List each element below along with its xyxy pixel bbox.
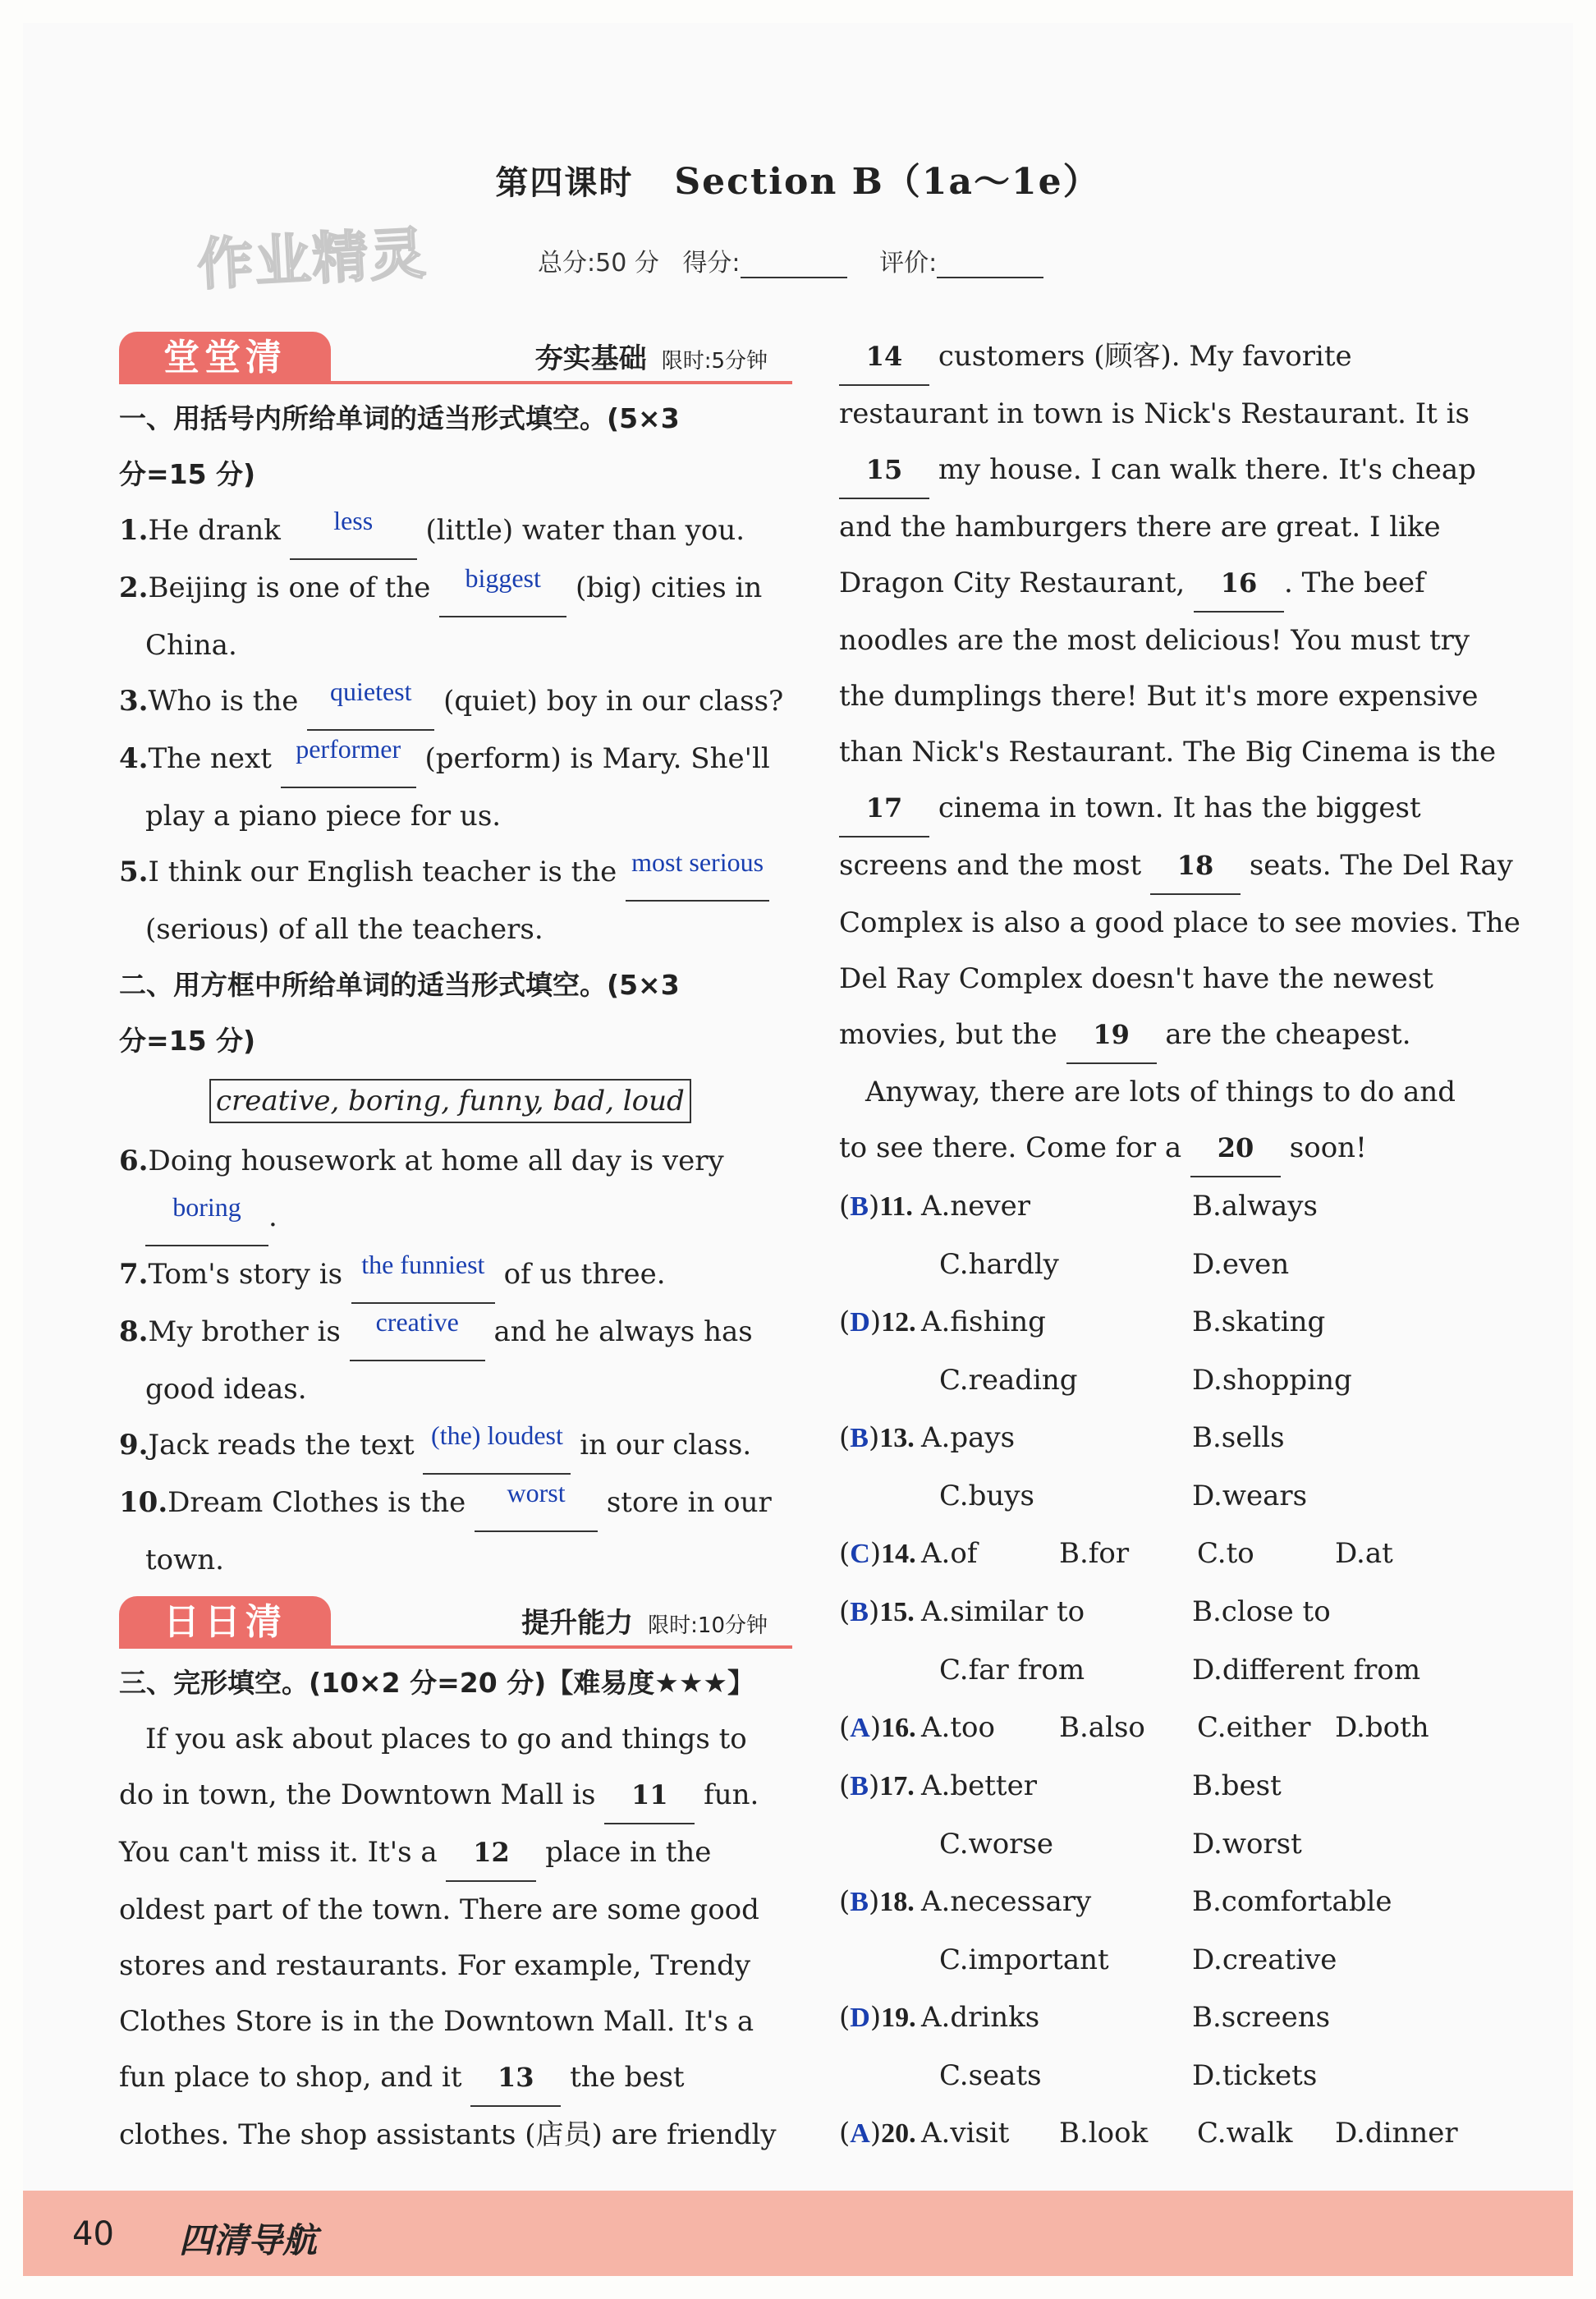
- question-5-cont: (serious) of all the teachers.: [145, 913, 543, 946]
- question-5: 5.I think our English teacher is the most serious: [119, 844, 792, 902]
- blank-15[interactable]: 15: [839, 442, 929, 499]
- word-box: creative, boring, funny, bad, loud: [209, 1079, 691, 1123]
- question-1: 1.He drank less (little) water than you.: [119, 502, 792, 560]
- question-3: 3.Who is the quietest (quiet) boy in our class?: [119, 673, 792, 731]
- section-name-1: 夯实基础 限时:5分钟: [534, 342, 768, 375]
- choice-11: (B)11. A.never B.always: [839, 1190, 1318, 1223]
- blank-16[interactable]: 16: [1194, 555, 1284, 613]
- page-number: 40: [72, 2215, 114, 2253]
- section-tag-3: 日日清: [119, 1596, 331, 1649]
- watermark: 作业精灵: [195, 221, 429, 299]
- passage-r-4: and the hamburgers there are great. I like: [839, 511, 1441, 544]
- section-title: Section B（1a～1e）: [674, 161, 1101, 203]
- passage-line-6: Clothes Store is in the Downtown Mall. It's a: [119, 2005, 754, 2038]
- choice-18-cd: C.important D.creative: [939, 1943, 1337, 1976]
- choice-11-cd: C.hardly D.even: [939, 1248, 1290, 1281]
- choice-19-cd: C.seats D.tickets: [939, 2059, 1318, 2092]
- question-10-cont: town.: [145, 1544, 224, 1576]
- blank-18[interactable]: 18: [1150, 837, 1241, 895]
- answer-8[interactable]: creative: [350, 1304, 485, 1361]
- left-column: [119, 328, 792, 2163]
- passage-line-4: oldest part of the town. There are some good: [119, 1893, 759, 1926]
- section-name-3: 提升能力 限时:10分钟: [521, 1607, 768, 1640]
- answer-1[interactable]: less: [290, 502, 417, 560]
- blank-12[interactable]: 12: [446, 1824, 536, 1882]
- question-9: 9.Jack reads the text (the) loudest in our class.: [119, 1417, 792, 1475]
- answer-2[interactable]: biggest: [439, 560, 566, 617]
- choice-12: (D)12. A.fishing B.skating: [839, 1306, 1326, 1338]
- passage-r-12: Del Ray Complex doesn't have the newest: [839, 962, 1433, 995]
- choice-19: (D)19. A.drinks B.screens: [839, 2001, 1331, 2034]
- total-score: 总分:50 分: [538, 249, 659, 278]
- passage-line-3: You can't miss it. It's a 12 place in the: [119, 1824, 792, 1882]
- passage-line-1: If you ask about places to go and things to: [145, 1723, 747, 1755]
- heading-1a: 一、用括号内所给单词的适当形式填空。(5×3: [119, 402, 680, 434]
- score-label: 得分:: [682, 249, 741, 278]
- heading-2b: 分=15 分): [119, 1025, 256, 1057]
- question-7: 7.Tom's story is the funniest of us three.: [119, 1246, 792, 1304]
- answer-3[interactable]: quietest: [307, 673, 434, 731]
- passage-r-5: Dragon City Restaurant, 16 . The beef: [839, 555, 1512, 613]
- blank-19[interactable]: 19: [1066, 1007, 1157, 1064]
- question-8: 8.My brother is creative and he always has: [119, 1304, 792, 1361]
- score-line: [538, 242, 1068, 278]
- choice-14: (C)14. A.of B.for C.to D.at: [839, 1537, 1393, 1570]
- choice-13-cd: C.buys D.wears: [939, 1480, 1308, 1512]
- answer-5[interactable]: most serious: [626, 844, 769, 902]
- answer-10[interactable]: worst: [475, 1475, 598, 1532]
- eval-label: 评价:: [879, 249, 938, 278]
- brand-logo: 四清导航: [179, 2220, 318, 2260]
- passage-r-11: Complex is also a good place to see movies. The: [839, 906, 1520, 939]
- answer-6[interactable]: boring: [145, 1189, 268, 1246]
- heading-2a: 二、用方框中所给单词的适当形式填空。(5×3: [119, 969, 680, 1001]
- passage-r-6: noodles are the most delicious! You must try: [839, 624, 1470, 657]
- blank-17[interactable]: 17: [839, 780, 929, 837]
- blank-13[interactable]: 13: [470, 2049, 561, 2107]
- choice-12-cd: C.reading D.shopping: [939, 1364, 1352, 1397]
- answer-7[interactable]: the funniest: [351, 1246, 495, 1304]
- question-4: 4.The next performer (perform) is Mary. She'll: [119, 731, 792, 788]
- question-2: 2.Beijing is one of the biggest (big) cities in: [119, 560, 792, 617]
- choice-17-cd: C.worse D.worst: [939, 1828, 1302, 1861]
- passage-r-8: than Nick's Restaurant. The Big Cinema is the: [839, 736, 1497, 769]
- section-tag-1: 堂堂清: [119, 332, 331, 384]
- footer-bar: [23, 2191, 1573, 2276]
- choice-15-cd: C.far from D.different from: [939, 1654, 1421, 1686]
- passage-line-7: fun place to shop, and it 13 the best: [119, 2049, 792, 2107]
- passage-r-9: 17 cinema in town. It has the biggest: [839, 780, 1512, 837]
- choice-20: (A)20. A.visit B.look C.walk D.dinner: [839, 2117, 1458, 2150]
- lesson-label: 第四课时: [495, 164, 634, 202]
- answer-9[interactable]: (the) loudest: [423, 1417, 571, 1475]
- passage-r-7: the dumplings there! But it's more expensive: [839, 680, 1479, 713]
- page-title: [0, 152, 1596, 204]
- choice-13: (B)13. A.pays B.sells: [839, 1421, 1285, 1454]
- passage-r-15: to see there. Come for a 20 soon!: [839, 1120, 1512, 1177]
- blank-11[interactable]: 11: [604, 1767, 695, 1824]
- passage-r-1: 14 customers (顾客). My favorite: [839, 328, 1512, 386]
- answer-4[interactable]: performer: [281, 731, 416, 788]
- question-4-cont: play a piano piece for us.: [145, 800, 502, 833]
- question-2-cont: China.: [145, 629, 237, 662]
- blank-14[interactable]: 14: [839, 328, 929, 386]
- heading-3: 三、完形填空。(10×2 分=20 分)【难易度★★★】: [119, 1667, 755, 1699]
- choice-15: (B)15. A.similar to B.close to: [839, 1595, 1331, 1628]
- section-bar-1: [119, 328, 792, 384]
- passage-r-3: 15 my house. I can walk there. It's cheap: [839, 442, 1512, 499]
- question-6: 6.Doing housework at home all day is very: [119, 1145, 724, 1177]
- choice-17: (B)17. A.better B.best: [839, 1769, 1282, 1802]
- eval-blank[interactable]: [937, 252, 1043, 278]
- passage-r-13: movies, but the 19 are the cheapest.: [839, 1007, 1512, 1064]
- score-blank[interactable]: [741, 252, 847, 278]
- passage-line-2: do in town, the Downtown Mall is 11 fun.: [119, 1767, 792, 1824]
- passage-r-2: restaurant in town is Nick's Restaurant. It is: [839, 397, 1470, 430]
- choice-18: (B)18. A.necessary B.comfortable: [839, 1885, 1392, 1918]
- heading-1b: 分=15 分): [119, 458, 256, 490]
- right-column: [839, 328, 1520, 2163]
- passage-r-14: Anyway, there are lots of things to do and: [865, 1076, 1456, 1108]
- choice-16: (A)16. A.too B.also C.either D.both: [839, 1711, 1429, 1744]
- question-8-cont: good ideas.: [145, 1373, 307, 1406]
- passage-line-5: stores and restaurants. For example, Trendy: [119, 1949, 751, 1982]
- question-10: 10.Dream Clothes is the worst store in our: [119, 1475, 792, 1532]
- blank-20[interactable]: 20: [1190, 1120, 1281, 1177]
- question-6-cont: boring .: [119, 1189, 792, 1246]
- section-bar-3: [119, 1593, 792, 1649]
- passage-r-10: screens and the most 18 seats. The Del Ray: [839, 837, 1512, 895]
- passage-line-8: clothes. The shop assistants (店员) are friendly: [119, 2118, 777, 2151]
